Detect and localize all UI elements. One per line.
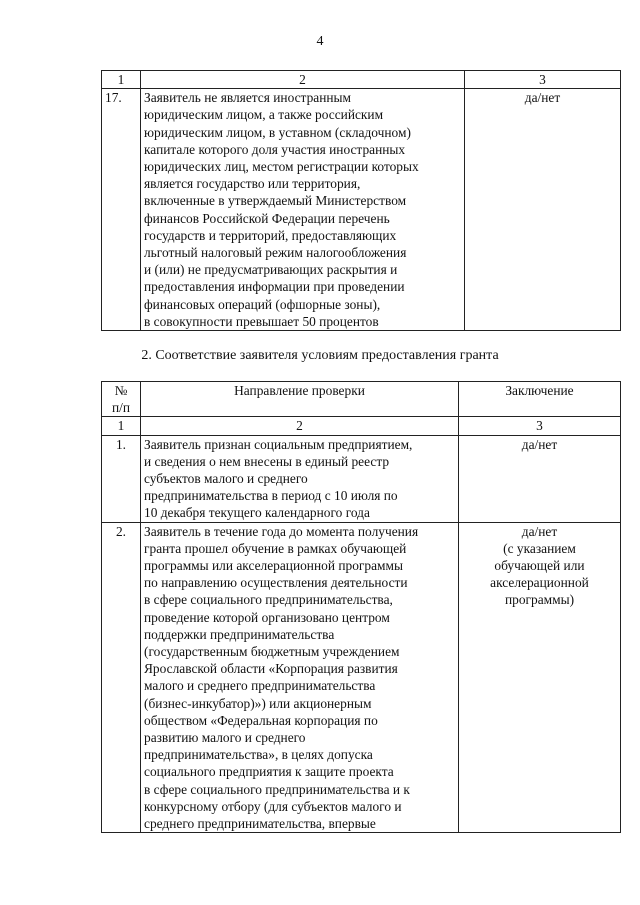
row-number: 2.	[102, 522, 141, 833]
check-result: да/нет	[465, 89, 621, 331]
table-row	[102, 435, 621, 522]
table2-index-3: 3	[459, 417, 621, 435]
header-check: Направление проверки	[141, 382, 459, 417]
table1-index-3: 3	[465, 71, 621, 89]
page-number: 4	[316, 34, 324, 49]
table2-index-1: 1	[102, 417, 141, 435]
check-result: да/нет (с указанием обучающей или акселерационной программы)	[459, 522, 621, 833]
table1-index-row	[102, 71, 621, 89]
header-result: Заключение	[459, 382, 621, 417]
table1-index-2: 2	[141, 71, 465, 89]
check-description: Заявитель признан социальным предприятием, и сведения о нем внесены в единый реестр субъектов малого и среднего предпринимательства в период с 10 июля по 10 декабря текущего календарного года	[141, 435, 459, 522]
check-description: Заявитель не является иностранным юридическим лицом, а также российским юридическим лицом, в уставном (складочном) капитале которого доля участия иностранных юридических лиц, местом регистрации которых является государство или территория, включенные в утверждаемый Министерством финансов Российской Федерации перечень государств и территорий, предоставляющих льготный налоговый режим налогообложения и (или) не предусматривающих раскрытия и предоставления информации при проведении финансовых операций (офшорные зоны), в совокупности превышает 50 процентов	[141, 89, 465, 331]
table-grant-conditions	[101, 381, 621, 833]
check-description: Заявитель в течение года до момента получения гранта прошел обучение в рамках обучающей программы или акселерационной программы по направлению осуществления деятельности в сфере социального предпринимательства, проведение которой организовано центром поддержки предпринимательства (государственным бюджетным учреждением Ярославской области «Корпорация развития малого и среднего предпринимательства (бизнес-инкубатор)») или акционерным обществом «Федеральная корпорация по развитию малого и среднего предпринимательства», в целях допуска социального предприятия к защите проекта в сфере социального предпринимательства и к конкурсному отбору (для субъектов малого и среднего предпринимательства, впервые	[141, 522, 459, 833]
section-heading: 2. Соответствие заявителя условиям предоставления гранта	[141, 348, 499, 363]
header-num: № п/п	[102, 382, 141, 417]
table-row	[102, 89, 621, 331]
row-number: 1.	[102, 435, 141, 522]
row-number: 17.	[102, 89, 141, 331]
table-criteria-continued	[101, 70, 621, 331]
table2-header-row	[102, 382, 621, 417]
table2-index-row	[102, 417, 621, 435]
check-result: да/нет	[459, 435, 621, 522]
table-row	[102, 522, 621, 833]
table1-index-1: 1	[102, 71, 141, 89]
table2-index-2: 2	[141, 417, 459, 435]
